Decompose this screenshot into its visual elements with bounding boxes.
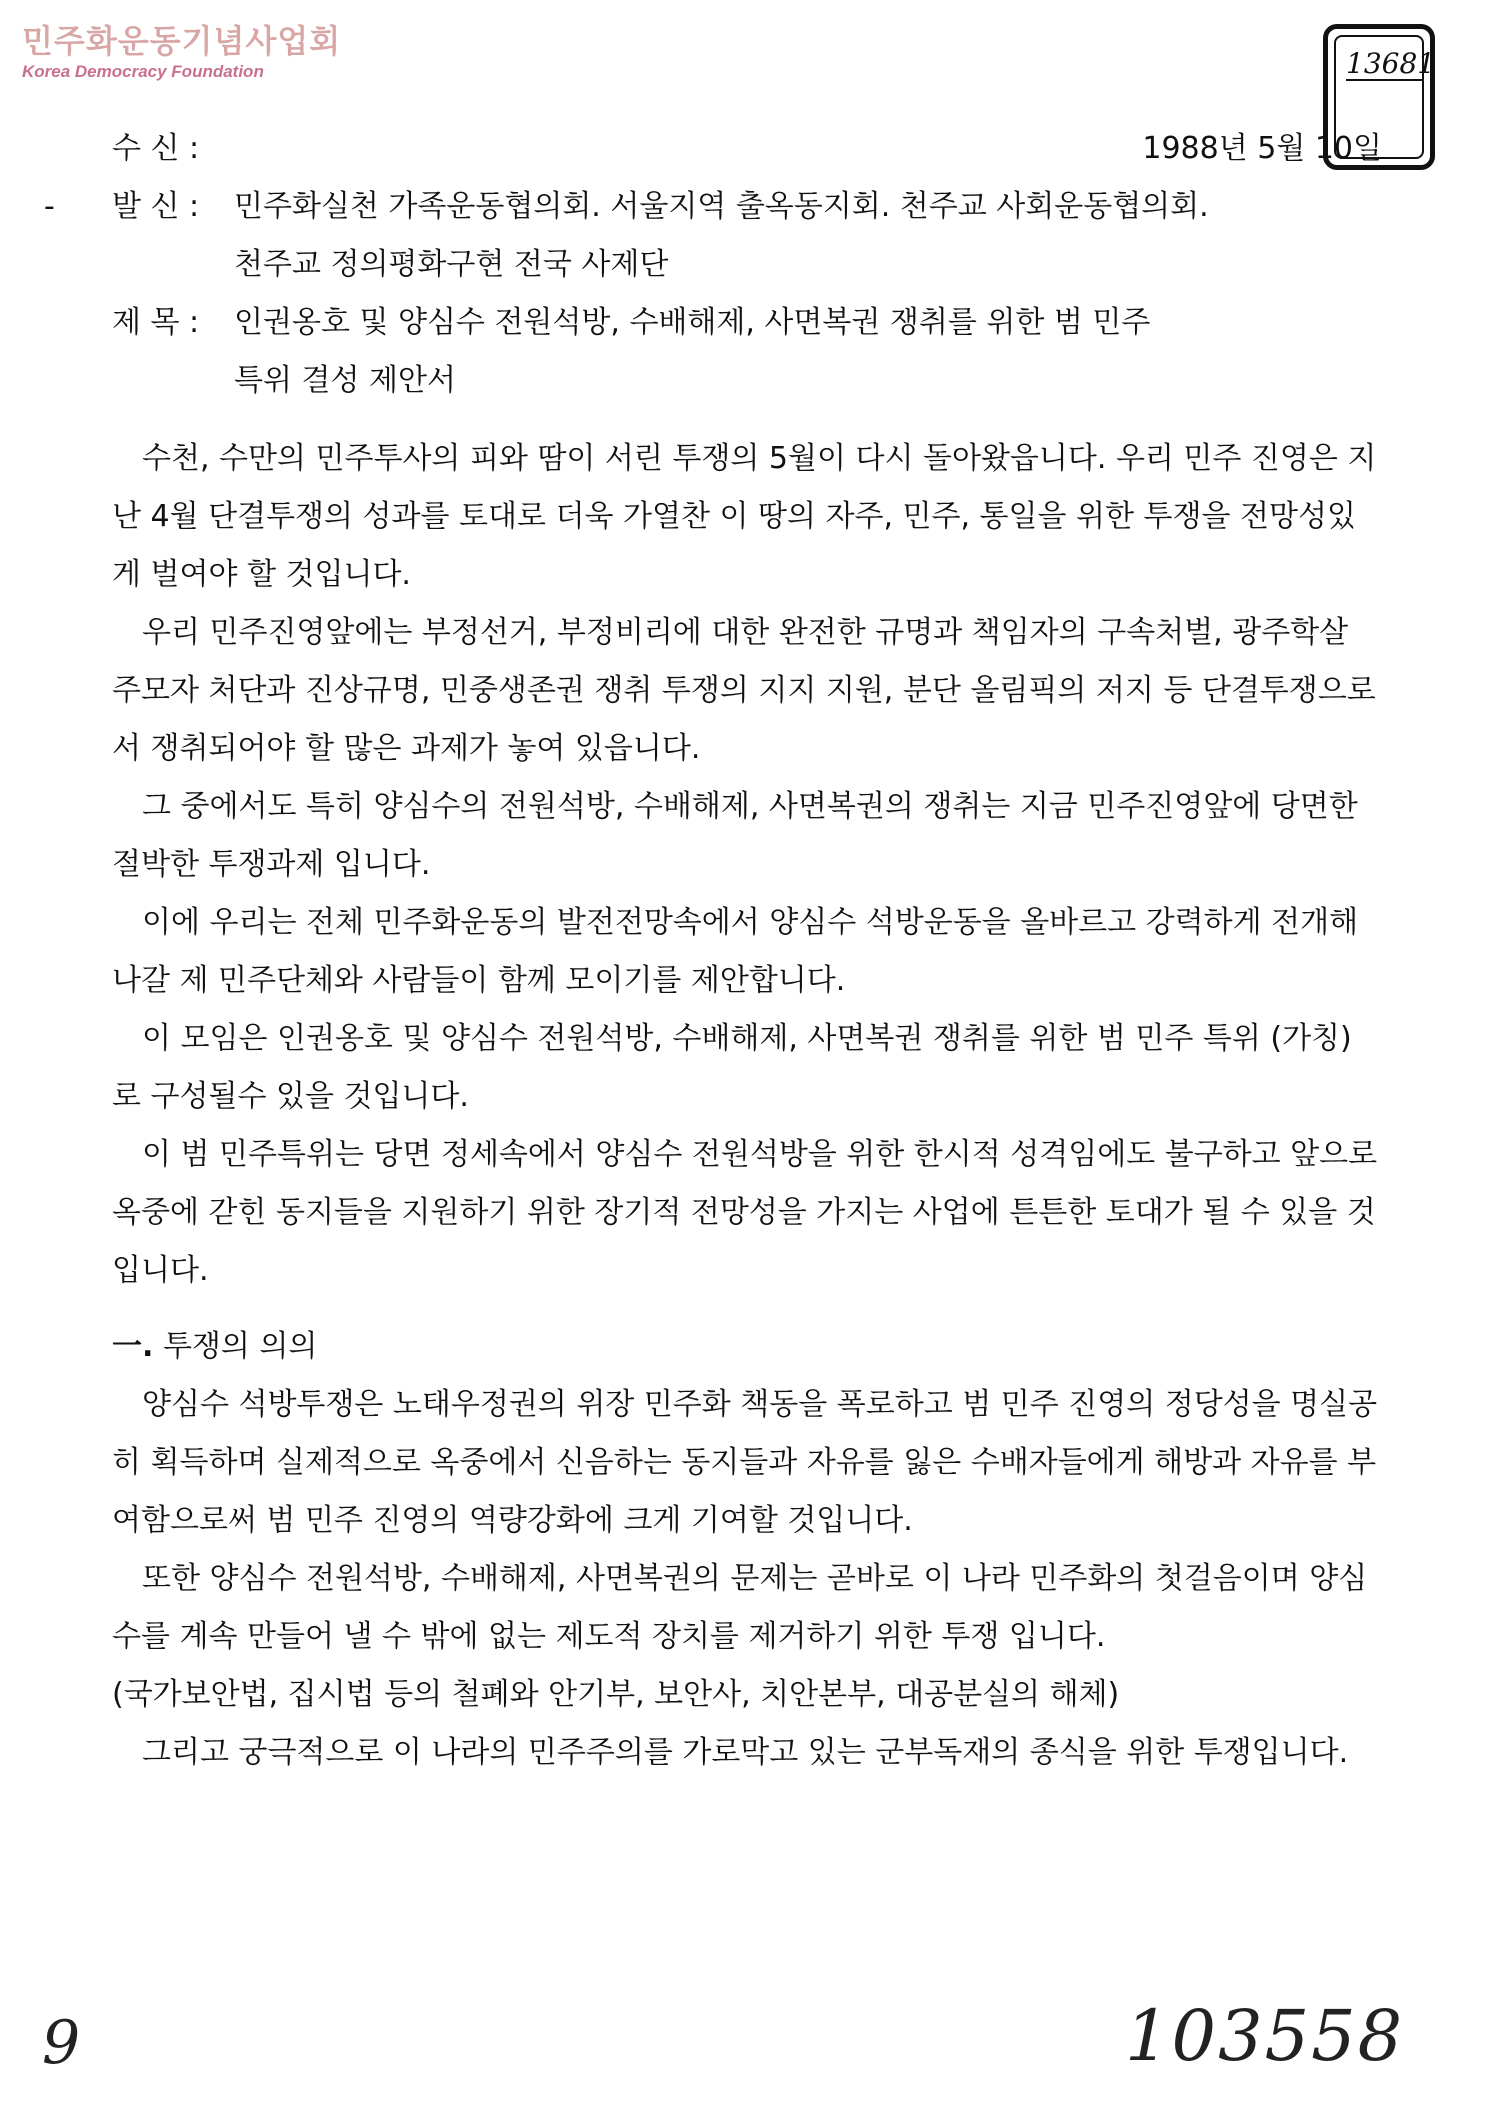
sender-label: 발 신 :	[112, 189, 200, 224]
section-paragraph: 또한 양심수 전원석방, 수배해제, 사면복권의 문제는 곧바로 이 나라 민주화의 첫걸음이며 양심수를 계속 만들어 낼 수 밖에 없는 제도적 장치를 제거하기 위한 투쟁 입니다.	[112, 1561, 1368, 1654]
section-title: 투쟁의 의의	[162, 1329, 318, 1364]
section-note: (국가보안법, 집시법 등의 철폐와 안기부, 보안사, 치안본부, 대공분실의 해체)	[112, 1677, 1120, 1712]
section-heading	[112, 1318, 1382, 1376]
stamp-number: 13681	[1346, 47, 1436, 80]
foundation-logo	[22, 22, 341, 82]
letter-date: 1988년 5월 10일	[1142, 131, 1382, 166]
paragraph: 우리 민주진영앞에는 부정선거, 부정비리에 대한 완전한 규명과 책임자의 구속처벌, 광주학살 주모자 처단과 진상규명, 민중생존권 쟁취 투쟁의 지지 지원, 분단 올림픽의 저지 등 단결투쟁으로서 쟁취되어야 할 많은 과제가 놓여 있읍니다.	[112, 615, 1376, 766]
sender-line-1: 민주화실천 가족운동협의회. 서울지역 출옥동지회. 천주교 사회운동협의회.	[234, 189, 1209, 224]
section-closing: 그리고 궁극적으로 이 나라의 민주주의를 가로막고 있는 군부독재의 종식을 위한 투쟁입니다.	[142, 1735, 1349, 1770]
handwritten-archive-number: 103558	[1125, 1995, 1405, 2077]
proposal-paragraphs	[112, 430, 1382, 1300]
handwritten-page-mark: 9	[42, 2008, 81, 2078]
recipient-row	[112, 120, 1382, 178]
paragraph: 이 모임은 인권옹호 및 양심수 전원석방, 수배해제, 사면복권 쟁취를 위한 범 민주 특위 (가칭) 로 구성될수 있을 것입니다.	[112, 1021, 1352, 1114]
section-significance	[112, 1318, 1382, 1782]
paragraph: 이 범 민주특위는 당면 정세속에서 양심수 전원석방을 위한 한시적 성격임에도 불구하고 앞으로 옥중에 갇힌 동지들을 지원하기 위한 장기적 전망성을 가지는 사업에 튼튼한 토대가 될 수 있을 것입니다.	[112, 1137, 1378, 1288]
subject-row	[112, 294, 1382, 352]
subject-label: 제 목 :	[112, 305, 200, 340]
logo-english-text: Korea Democracy Foundation	[22, 62, 264, 81]
paragraph: 이에 우리는 전체 민주화운동의 발전전망속에서 양심수 석방운동을 올바르고 강력하게 전개해 나갈 제 민주단체와 사람들이 함께 모이기를 제안합니다.	[112, 905, 1359, 998]
subject-line-2: 특위 결성 제안서	[234, 363, 456, 398]
sender-line-2: 천주교 정의평화구현 전국 사제단	[234, 247, 669, 282]
margin-dash-mark: -	[44, 189, 55, 224]
sender-row	[44, 178, 1382, 236]
section-paragraph: 양심수 석방투쟁은 노태우정권의 위장 민주화 책동을 폭로하고 범 민주 진영의 정당성을 명실공히 획득하며 실제적으로 옥중에서 신음하는 동지들과 자유를 잃은 수배자들에게 해방과 자유를 부여함으로써 범 민주 진영의 역량강화에 크게 기여할 것입니다.	[112, 1387, 1378, 1538]
section-bullet: 一.	[112, 1329, 154, 1364]
letter-body	[44, 120, 1382, 1782]
subject-line-1: 인권옹호 및 양심수 전원석방, 수배해제, 사면복권 쟁취를 위한 범 민주	[234, 305, 1151, 340]
paragraph: 수천, 수만의 민주투사의 피와 땀이 서린 투쟁의 5월이 다시 돌아왔읍니다. 우리 민주 진영은 지난 4월 단결투쟁의 성과를 토대로 더욱 가열찬 이 땅의 자주, 민주, 통일을 위한 투쟁을 전망성있게 벌여야 할 것입니다.	[112, 441, 1377, 592]
paragraph: 그 중에서도 특히 양심수의 전원석방, 수배해제, 사면복권의 쟁취는 지금 민주진영앞에 당면한 절박한 투쟁과제 입니다.	[112, 789, 1358, 882]
recipient-label: 수 신 :	[112, 131, 200, 166]
logo-korean-text: 민주화운동기념사업회	[22, 22, 342, 60]
